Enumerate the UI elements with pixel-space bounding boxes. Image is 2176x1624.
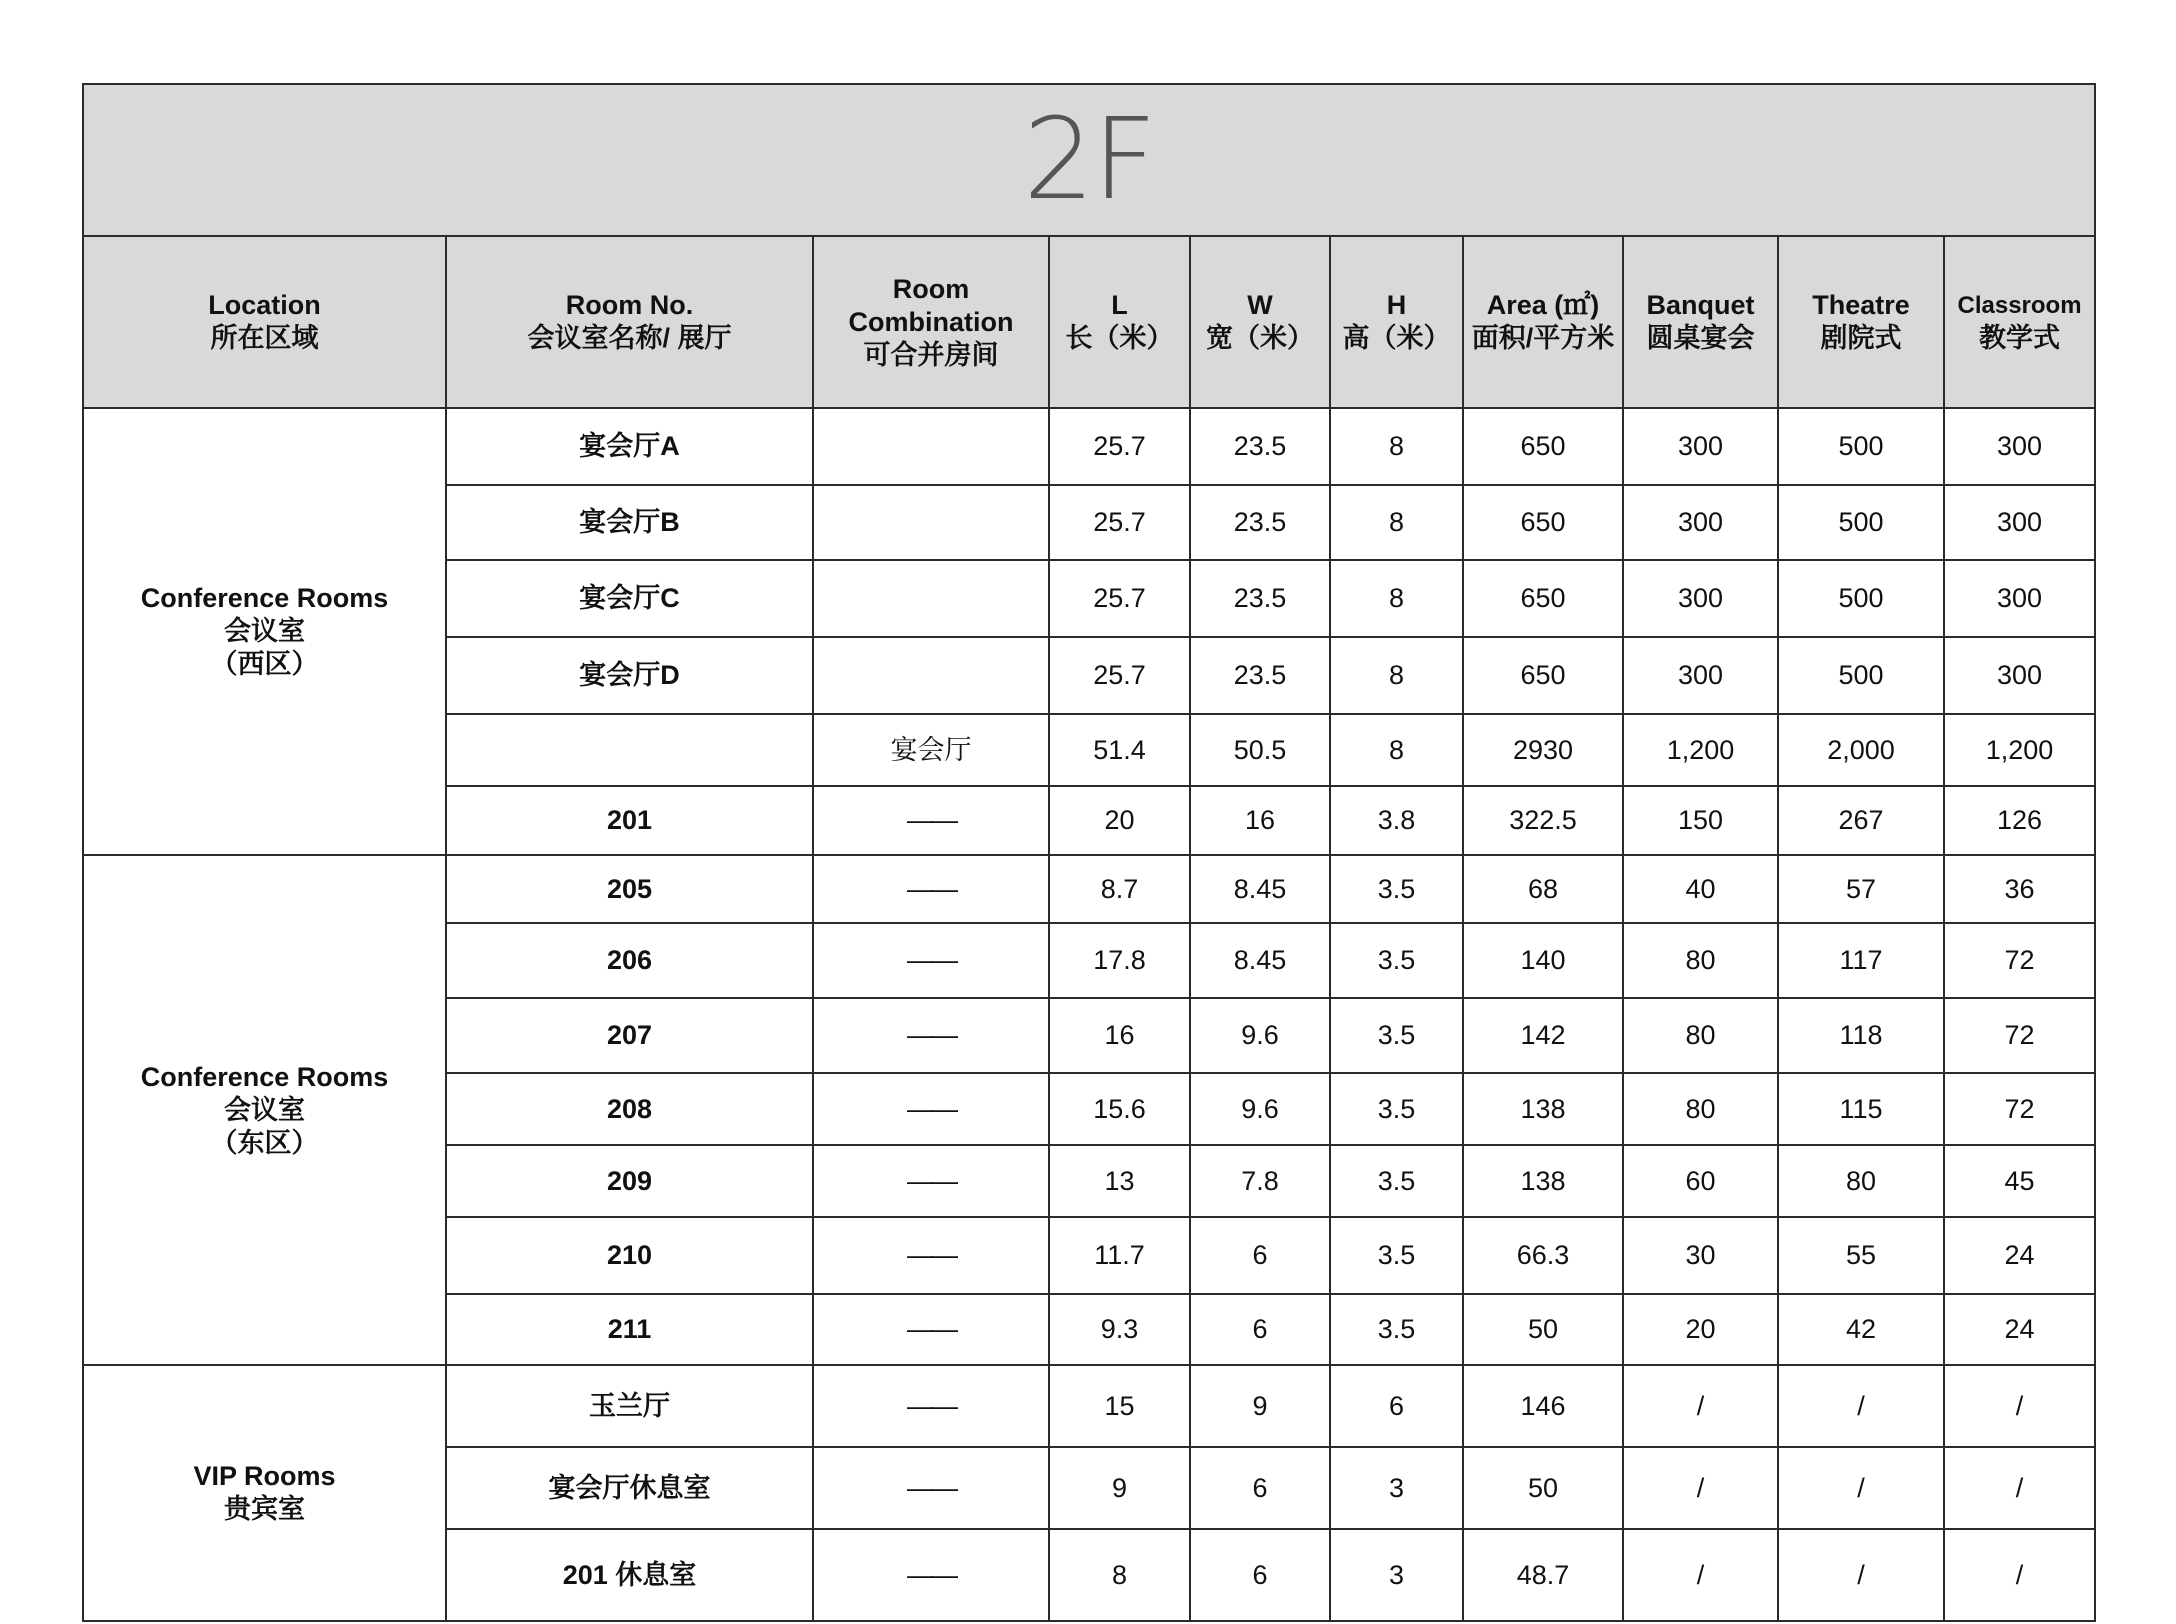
room-name-cell: 207 [446,998,813,1073]
room-combination-cell: 宴会厅 [813,714,1049,786]
area-cell: 650 [1463,408,1623,485]
h-cell: 8 [1330,485,1463,560]
header-zh: 高（米） [1342,323,1451,353]
l-cell: 15 [1049,1365,1190,1447]
l-cell: 11.7 [1049,1217,1190,1294]
theatre-cell: / [1778,1365,1944,1447]
theatre-cell: 57 [1778,855,1944,923]
w-cell: 7.8 [1190,1145,1330,1217]
location-label: （西区） [210,649,319,679]
header-zh: 会议室名称/ 展厅 [527,323,732,353]
table-row [83,855,2095,923]
w-cell: 9 [1190,1365,1330,1447]
header-en: Classroom [1957,292,2082,319]
location-label: 会议室 [224,616,305,646]
h-cell: 3.5 [1330,855,1463,923]
banquet-cell: 300 [1623,408,1778,485]
room-combination-cell [813,637,1049,714]
room-name-cell: 211 [446,1294,813,1365]
l-cell: 25.7 [1049,637,1190,714]
classroom-cell: 36 [1944,855,2095,923]
classroom-cell: 72 [1944,1073,2095,1145]
banquet-cell: 300 [1623,560,1778,637]
room-name-cell: 209 [446,1145,813,1217]
l-cell: 25.7 [1049,408,1190,485]
room-name-cell: 玉兰厅 [446,1365,813,1447]
w-cell: 23.5 [1190,485,1330,560]
theatre-cell: 500 [1778,637,1944,714]
banquet-cell: 60 [1623,1145,1778,1217]
w-cell: 23.5 [1190,560,1330,637]
w-cell: 23.5 [1190,408,1330,485]
l-cell: 25.7 [1049,485,1190,560]
banquet-cell: 300 [1623,485,1778,560]
theatre-cell: 117 [1778,923,1944,998]
room-name-cell: 201 [446,786,813,855]
h-cell: 3.8 [1330,786,1463,855]
area-cell: 50 [1463,1294,1623,1365]
l-cell: 17.8 [1049,923,1190,998]
room-combination-cell: —— [813,1145,1049,1217]
banquet-cell: 1,200 [1623,714,1778,786]
w-cell: 8.45 [1190,855,1330,923]
w-cell: 6 [1190,1294,1330,1365]
l-cell: 25.7 [1049,560,1190,637]
w-cell: 8.45 [1190,923,1330,998]
location-label: Conference Rooms [140,1061,389,1092]
w-cell: 9.6 [1190,1073,1330,1145]
room-name-cell: 201 休息室 [446,1529,813,1621]
room-name-cell [446,714,813,786]
h-cell: 3 [1330,1529,1463,1621]
header-en: H [1386,290,1407,320]
l-cell: 8.7 [1049,855,1190,923]
l-cell: 13 [1049,1145,1190,1217]
theatre-cell: 500 [1778,485,1944,560]
banquet-cell: / [1623,1529,1778,1621]
classroom-cell: 72 [1944,923,2095,998]
classroom-cell: 300 [1944,485,2095,560]
room-combination-cell: —— [813,1294,1049,1365]
header-row [83,236,2095,408]
h-cell: 3.5 [1330,1145,1463,1217]
banquet-cell: 300 [1623,637,1778,714]
room-name-cell: 宴会厅D [446,637,813,714]
theatre-cell: 80 [1778,1145,1944,1217]
h-cell: 8 [1330,408,1463,485]
w-cell: 9.6 [1190,998,1330,1073]
banquet-cell: 40 [1623,855,1778,923]
header-zh: 长（米） [1065,323,1174,353]
h-cell: 8 [1330,560,1463,637]
location-cell [83,855,446,1365]
room-combination-cell: —— [813,998,1049,1073]
room-name-cell: 210 [446,1217,813,1294]
l-cell: 16 [1049,998,1190,1073]
theatre-cell: 267 [1778,786,1944,855]
location-label: Conference Rooms [140,583,389,613]
theatre-cell: 42 [1778,1294,1944,1365]
theatre-cell: 500 [1778,408,1944,485]
area-cell: 650 [1463,485,1623,560]
h-cell: 3 [1330,1447,1463,1529]
area-cell: 140 [1463,923,1623,998]
area-cell: 66.3 [1463,1217,1623,1294]
classroom-cell: 24 [1944,1294,2095,1365]
w-cell: 6 [1190,1217,1330,1294]
classroom-cell: 24 [1944,1217,2095,1294]
theatre-cell: 55 [1778,1217,1944,1294]
header-area [1463,236,1623,408]
area-cell: 138 [1463,1145,1623,1217]
header-zh: 剧院式 [1820,323,1902,353]
header-zh: 圆桌宴会 [1646,323,1755,353]
classroom-cell: 1,200 [1944,714,2095,786]
header-height [1330,236,1463,408]
header-room-no [446,236,813,408]
classroom-cell: / [1944,1365,2095,1447]
theatre-cell: / [1778,1529,1944,1621]
header-en: Area (㎡) [1486,290,1600,320]
header-banquet [1623,236,1778,408]
header-zh: 面积/平方米 [1471,323,1615,353]
h-cell: 3.5 [1330,998,1463,1073]
w-cell: 16 [1190,786,1330,855]
w-cell: 50.5 [1190,714,1330,786]
banquet-cell: 150 [1623,786,1778,855]
h-cell: 3.5 [1330,1217,1463,1294]
area-cell: 48.7 [1463,1529,1623,1621]
room-combination-cell [813,560,1049,637]
room-combination-cell [813,485,1049,560]
header-room-combination [813,236,1049,408]
l-cell: 20 [1049,786,1190,855]
location-label: （东区） [210,1127,319,1158]
area-cell: 146 [1463,1365,1623,1447]
classroom-cell: 45 [1944,1145,2095,1217]
header-theatre [1778,236,1944,408]
header-en: Room No. [565,290,694,320]
theatre-cell: / [1778,1447,1944,1529]
header-location [83,236,446,408]
room-name-cell: 208 [446,1073,813,1145]
room-combination-cell: —— [813,1365,1049,1447]
room-name-cell: 宴会厅休息室 [446,1447,813,1529]
classroom-cell: / [1944,1447,2095,1529]
room-combination-cell: —— [813,1447,1049,1529]
room-spec-table [82,83,2096,1622]
area-cell: 650 [1463,560,1623,637]
l-cell: 8 [1049,1529,1190,1621]
room-combination-cell: —— [813,1217,1049,1294]
location-label: 会议室 [224,1094,305,1125]
room-name-cell: 205 [446,855,813,923]
header-width [1190,236,1330,408]
banquet-cell: 30 [1623,1217,1778,1294]
room-combination-cell: —— [813,1529,1049,1621]
h-cell: 8 [1330,714,1463,786]
area-cell: 322.5 [1463,786,1623,855]
w-cell: 6 [1190,1447,1330,1529]
table-row [83,1365,2095,1447]
location-label: VIP Rooms [193,1461,336,1491]
room-name-cell: 宴会厅B [446,485,813,560]
l-cell: 9.3 [1049,1294,1190,1365]
area-cell: 68 [1463,855,1623,923]
table-row [83,408,2095,485]
header-en: L [1111,290,1128,320]
l-cell: 9 [1049,1447,1190,1529]
header-zh: 可合并房间 [863,339,999,370]
theatre-cell: 118 [1778,998,1944,1073]
room-name-cell: 宴会厅C [446,560,813,637]
l-cell: 51.4 [1049,714,1190,786]
header-en: Theatre [1812,290,1910,320]
h-cell: 3.5 [1330,1073,1463,1145]
header-en: Location [208,290,321,320]
room-combination-cell: —— [813,923,1049,998]
banquet-cell: / [1623,1365,1778,1447]
header-en: W [1247,290,1273,320]
area-cell: 650 [1463,637,1623,714]
room-combination-cell: —— [813,1073,1049,1145]
banquet-cell: / [1623,1447,1778,1529]
theatre-cell: 2,000 [1778,714,1944,786]
floor-title: 2F [1023,95,1155,225]
room-combination-cell: —— [813,786,1049,855]
header-classroom [1944,236,2095,408]
classroom-cell: 300 [1944,560,2095,637]
area-cell: 138 [1463,1073,1623,1145]
l-cell: 15.6 [1049,1073,1190,1145]
location-cell [83,1365,446,1621]
floor-title-cell [83,84,2095,236]
room-name-cell: 206 [446,923,813,998]
w-cell: 23.5 [1190,637,1330,714]
banquet-cell: 80 [1623,923,1778,998]
header-zh: 所在区域 [210,323,319,353]
location-label: 贵宾室 [224,1494,305,1524]
room-name-cell: 宴会厅A [446,408,813,485]
classroom-cell: 126 [1944,786,2095,855]
h-cell: 6 [1330,1365,1463,1447]
banquet-cell: 80 [1623,1073,1778,1145]
room-combination-cell: —— [813,855,1049,923]
banquet-cell: 20 [1623,1294,1778,1365]
room-combination-cell [813,408,1049,485]
classroom-cell: / [1944,1529,2095,1621]
area-cell: 2930 [1463,714,1623,786]
w-cell: 6 [1190,1529,1330,1621]
h-cell: 3.5 [1330,923,1463,998]
classroom-cell: 300 [1944,637,2095,714]
area-cell: 50 [1463,1447,1623,1529]
area-cell: 142 [1463,998,1623,1073]
table-body [83,408,2095,1621]
h-cell: 8 [1330,637,1463,714]
header-en: Banquet [1646,290,1755,320]
classroom-cell: 72 [1944,998,2095,1073]
header-length [1049,236,1190,408]
header-zh: 宽（米） [1206,323,1314,353]
h-cell: 3.5 [1330,1294,1463,1365]
classroom-cell: 300 [1944,408,2095,485]
theatre-cell: 115 [1778,1073,1944,1145]
header-zh: 教学式 [1979,323,2061,353]
theatre-cell: 500 [1778,560,1944,637]
banquet-cell: 80 [1623,998,1778,1073]
location-cell [83,408,446,855]
header-en: Room Combination [848,273,1014,337]
